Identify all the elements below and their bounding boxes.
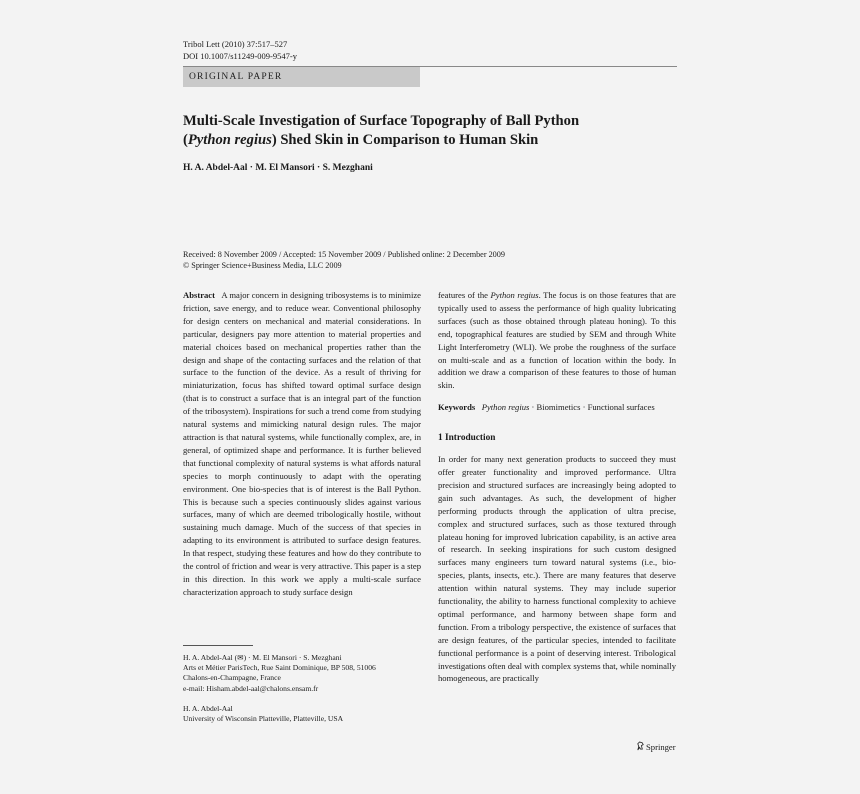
doi: DOI 10.1007/s11249-009-9547-y xyxy=(183,50,297,61)
abstract-continued: features of the Python regius. The focus is on those features that are typically used to assess the performance of high quality lubricating surfaces (such as those obtained through plateau honing). To this end, topographical features are studied by SEM and through White Light Interferometry (WLI). We probe the roughness of the surface on multi-scale and as a function of location within the body. In addition we draw a comparison of these features to those of human skin. xyxy=(438,290,676,391)
author-list: H. A. Abdel-Aal · M. El Mansori · S. Mezghani xyxy=(183,163,373,173)
abstract-label: Abstract xyxy=(183,290,215,300)
affiliations xyxy=(183,653,423,724)
left-column xyxy=(183,289,421,599)
publisher-logo xyxy=(636,741,676,752)
keyword-1: Python regius xyxy=(481,402,530,413)
section-heading-introduction: 1 Introduction xyxy=(438,433,496,444)
affil-inst1b: Chalons-en-Champagne, France xyxy=(183,673,281,683)
affil-email: e-mail: Hisham.abdel-aal@chalons.ensam.fr xyxy=(183,683,319,693)
right-column xyxy=(438,289,676,685)
paper-type-banner: ORIGINAL PAPER xyxy=(183,67,420,87)
keywords xyxy=(438,401,676,414)
title-line1: Multi-Scale Investigation of Surface Topography of Ball Python xyxy=(183,113,580,129)
publication-dates xyxy=(183,249,505,271)
title-species: Python regius xyxy=(187,132,272,148)
abstract-paragraph xyxy=(183,289,421,599)
abstract-species: Python regius xyxy=(490,290,539,300)
springer-horse-icon xyxy=(636,741,645,751)
affil-inst2: University of Wisconsin Platteville, Platteville, USA xyxy=(183,714,344,724)
affil-authors: H. A. Abdel-Aal (✉) · M. El Mansori · S. Mezghani xyxy=(183,653,342,662)
received-line: Received: 8 November 2009 / Accepted: 15 November 2009 / Published online: 2 December 2009 xyxy=(183,250,505,259)
affil-inst1: Arts et Métier ParisTech, Rue Saint Dominique, BP 508, 51006 xyxy=(183,663,376,673)
keywords-rest: · Biomimetics · Functional surfaces xyxy=(529,402,655,413)
copyright-line: © Springer Science+Business Media, LLC 2009 xyxy=(183,261,342,270)
abstract-text: A major concern in designing tribosystems is to minimize friction, save energy, and to reduce wear. Conventional philosophy for design centers on mechanical and material considerations. In particular, designers pay more attention to material properties and material choices based on mechanical properties rather than the design and shape of the contacting surfaces and the relation of that surface to the function of the device. As a result of thriving for miniaturization, focus has shifted toward optimal surface design (that is to construct a surface that is an integral part of the function of the tribosystem). Inspirations for such a trend come from studying natural systems and mimicking natural design rules. The major attraction is that natural systems, while functionally complex, are, in general, of optimized shape and performance. It is further believed that functional complexity of natural systems is what affords natural species to morph continuously to adapt with the operating environment. One bio-species that is of interest is the Ball Python. This is because such a species continuously slides against various surfaces, many of which are deemed tribologically hostile, without sustaining much damage. Much of the success of that species in adapting to its environment is attributed to surface design features. In that respect, studying these features and how do they contribute to the control of friction and wear is very attractive. This paper is a step in this direction. In this work we apply a multi-scale surface characterization approach to study surface design xyxy=(183,290,421,597)
journal-header xyxy=(183,39,297,62)
keywords-label: Keywords xyxy=(438,402,476,413)
footnote-separator xyxy=(183,645,253,646)
citation: Tribol Lett (2010) 37:517–527 xyxy=(183,39,288,49)
title-line2: ) Shed Skin in Comparison to Human Skin xyxy=(271,132,539,148)
affil-author2: H. A. Abdel-Aal xyxy=(183,703,233,713)
publisher-name: Springer xyxy=(646,742,676,752)
paper-title: Multi-Scale Investigation of Surface Topography of Ball Python (Python regius) Shed Skin in Comparison to Human Skin xyxy=(183,113,580,148)
introduction-text: In order for many next generation products to succeed they must offer greater functionality and improved performance. Ultra precision and structured surfaces are increasingly being adopted to gain such advantages. As such, the development of higher performing products through the application of ultra precise, complex and structured surfaces, such as those textured through plateau honing for improved lubrication capability, is an active area of research. In seeking inspirations for such custom designed surfaces many engineers turn toward natural systems (i.e., bio-species, plants, insects, etc.). There are many features that deserve attention within natural systems. They may include superior functionality, the ability to harness functional complexity to achieve optimal performance, and harmony between shape form and function. From a tribology perspective, the existence of surfaces that are design features, of the particular species, intended to facilitate functional performance is a point of deserving interest. Tribological investigations often deal with complex systems that, while nominally homogeneous, are practically xyxy=(438,454,676,684)
